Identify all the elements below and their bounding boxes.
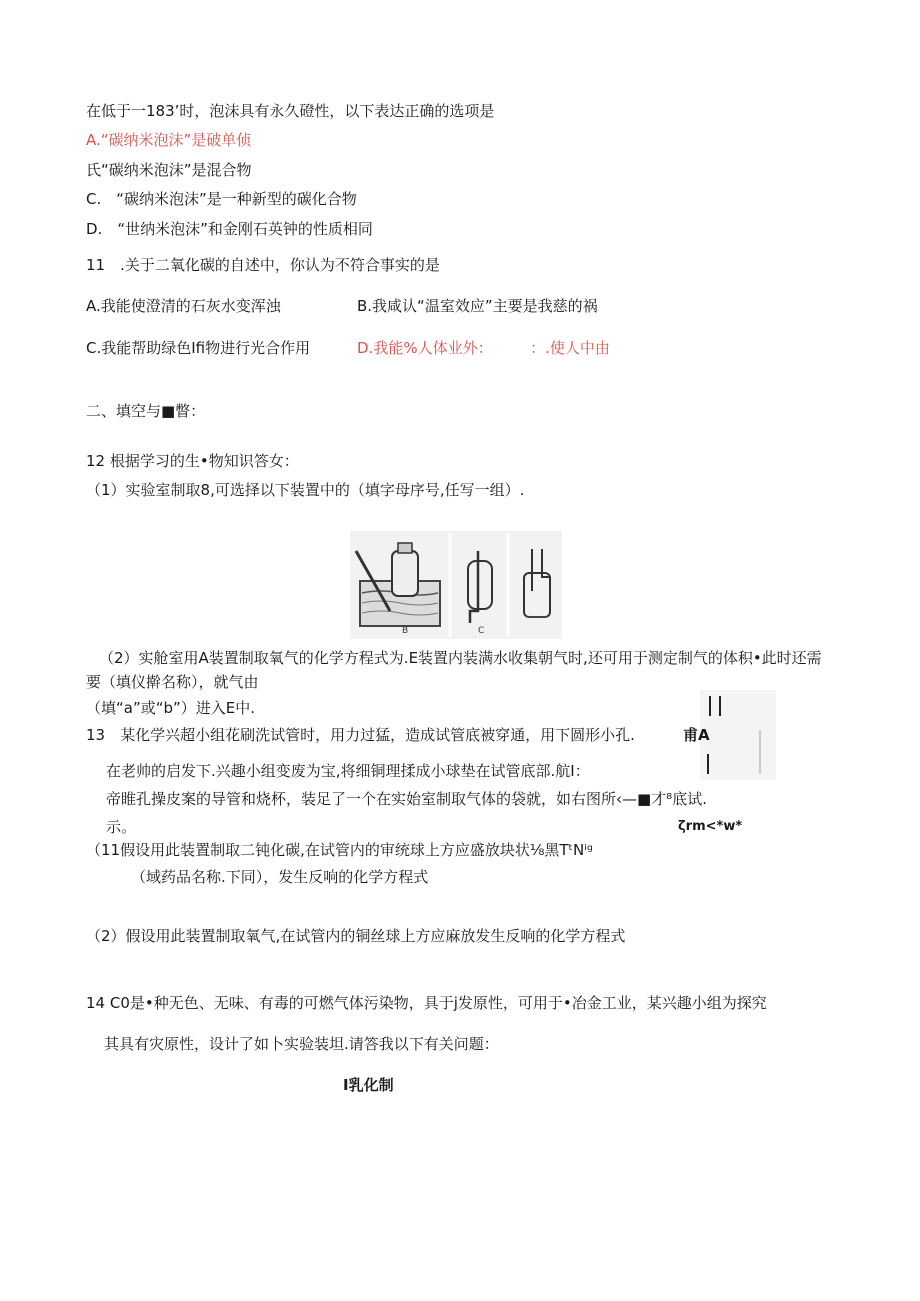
- q11-option-d: D.我能%人体业外： ：.使人中由: [357, 339, 610, 357]
- label-c: C: [478, 626, 485, 636]
- q12-part1: （1）实验室制取8,可选择以下装置中的（填字母序号,任写一组）.: [86, 481, 525, 499]
- q14-fig-label-oxide: I乳化制: [343, 1076, 394, 1094]
- q13-side-label-1: 甫A: [683, 726, 710, 744]
- q14-line1: 14 C0是•种无色、无味、有毒的可燃气体污染物，具于j发原性，可用于•冶金工业，某兴趣小组为探究: [86, 994, 767, 1012]
- q13-line3: 帝睢孔操皮案的导管和烧杯，装足了一个在实始室制取气体的袋就，如右图所‹—■才⁸底试.: [106, 790, 707, 808]
- q12-stem: 12 根据学习的生•物知识答女：: [86, 452, 299, 470]
- q11-option-b: B.我咸认“温室效应”主要是我慈的祸: [357, 297, 598, 315]
- q12-part2-line3: （填“a”或“b”）进入E中.: [86, 699, 256, 717]
- q13-part1-line2: （域药品名称.下同），发生反响的化学方程式: [131, 868, 429, 886]
- q11-option-c: C.我能帮助绿色Ifi物进行光合作用: [86, 339, 311, 357]
- q10-option-b: 氏“碳纳米泡沫”是混合物: [86, 161, 252, 179]
- q13-part1-line1: （11假设用此装置制取二钝化碳,在试管内的审统球上方应盛放块状⅛黑TᵗNⁱᵍ: [86, 841, 593, 859]
- label-limewater: 澄石灰水: [399, 1093, 431, 1102]
- q13-line2: 在老帅的启发下.兴趣小组变废为宝,将细铜理揉成小球垫在试管底部.航I：: [106, 762, 590, 780]
- label-b: B: [402, 626, 409, 636]
- label-b: B: [459, 1119, 466, 1129]
- q10-stem: 在低于一183’时，泡沫具有永久磴性，以下表达正确的选项是: [86, 102, 495, 120]
- q12-apparatus-figure: [350, 531, 562, 639]
- q14-apparatus-figure: [307, 1012, 535, 1130]
- q14-line2: 其具有灾原性，设计了如卜实验装坦.请答我以下有关问题：: [104, 1035, 499, 1053]
- q10-option-d: D. “世纳米泡沫”和金刚石英钟的性质相同: [86, 220, 373, 238]
- q13-part2: （2）假设用此装置制取氧气,在试管内的铜丝球上方应麻放发生反响的化学方程式: [86, 927, 626, 945]
- q13-line4: 示。: [106, 818, 137, 836]
- q10-option-c: C. “碳纳米泡沫”是一种新型的碳化合物: [86, 190, 357, 208]
- q11-stem: 11 .关于二氧化碳的自述中，你认为不符合事实的是: [86, 256, 440, 274]
- q12-part2-line2: 要（填仪擀名称），就气由: [86, 673, 259, 691]
- q13-side-label-2: ζrm<*w*: [678, 819, 743, 834]
- q11-option-a: A.我能使澄清的石灰水变浑浊: [86, 297, 281, 315]
- label-c: C: [521, 1053, 528, 1063]
- q13-line1: 13 某化学兴超小组花刷洗试管时，用力过猛，造成试管底被穿通，用下圆形小孔.: [86, 726, 635, 744]
- q13-apparatus-figure: [700, 690, 776, 780]
- section-2-title: 二、填空与■瞥：: [86, 402, 206, 420]
- label-co: 一氧化碳: [337, 1019, 369, 1028]
- q12-part2-line1: （2）实舱室用A装置制取氧气的化学方程式为.E装置内装满水收集朝气时,还可用于测定制气的体积•此时还需: [99, 649, 822, 667]
- label-a: A: [365, 1119, 372, 1129]
- q10-option-a: A.“碳纳米泡沫”是破单侦: [86, 131, 252, 149]
